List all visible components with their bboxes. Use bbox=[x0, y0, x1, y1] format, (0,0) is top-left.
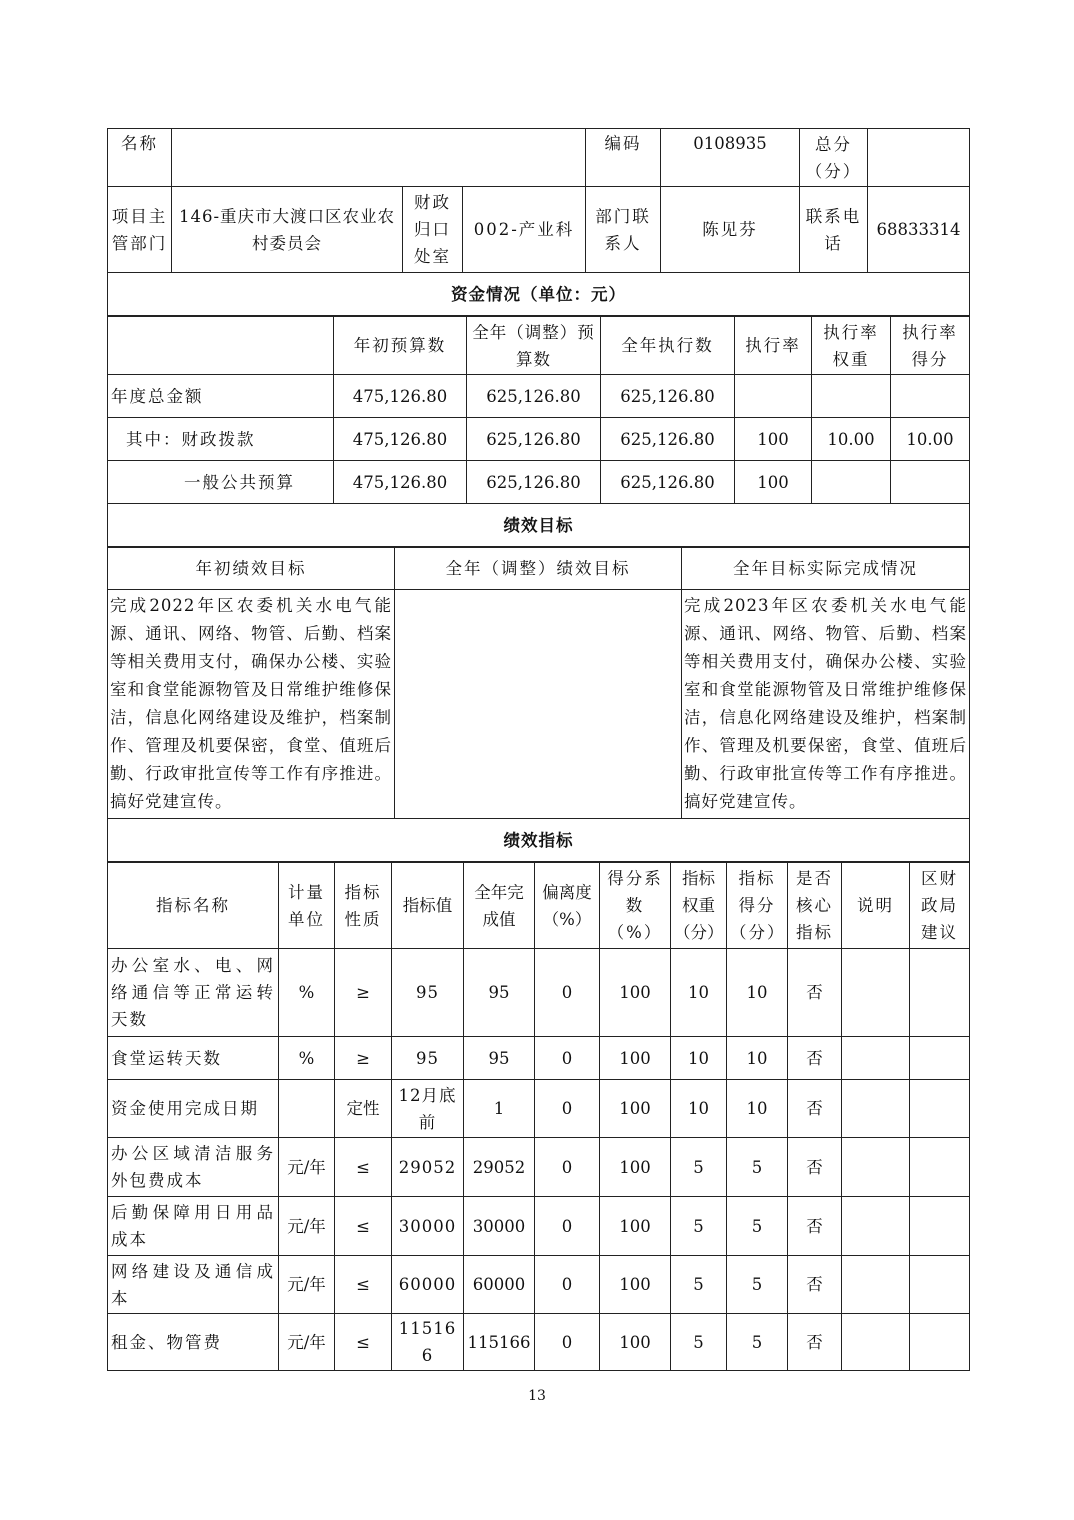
funds-col-5: 执行率权重 bbox=[812, 317, 891, 375]
funds-row-label: 年度总金额 bbox=[108, 375, 334, 418]
page-number: 13 bbox=[528, 1388, 546, 1404]
goals-actual-text: 完成2023年区农委机关水电气能源、通讯、网络、物管、后勤、档案等相关费用支付，确保办公楼、实验室和食堂能源物管及日常维护维修保洁，信息化网络建设及维护，档案制作、管理及机要保密，食堂、值班后勤、行政审批宣传等工作有序推进。搞好党建宣传。 bbox=[682, 590, 970, 819]
indicator-cell: 115166 bbox=[464, 1314, 535, 1371]
indicator-cell: 否 bbox=[788, 1080, 842, 1138]
indicator-name: 办公区域清洁服务外包费成本 bbox=[108, 1138, 279, 1197]
goals-adjusted-text bbox=[395, 590, 682, 819]
funds-row-label: 一般公共预算 bbox=[108, 461, 334, 504]
indicator-cell: 元/年 bbox=[279, 1197, 335, 1256]
indicator-cell: 95 bbox=[464, 949, 535, 1037]
indicators-section-title: 绩效指标 bbox=[108, 819, 970, 862]
funds-cell bbox=[891, 461, 970, 504]
ind-col-1: 计量单位 bbox=[279, 863, 335, 949]
funds-section-title: 资金情况（单位：元） bbox=[108, 273, 970, 316]
indicator-cell: 10 bbox=[671, 1080, 727, 1138]
indicator-cell: ≥ bbox=[335, 1037, 392, 1080]
indicator-cell: 100 bbox=[600, 1138, 671, 1197]
indicator-row bbox=[108, 1256, 970, 1314]
indicator-cell: 95 bbox=[392, 1037, 464, 1080]
indicator-row bbox=[108, 1080, 970, 1138]
goals-col-adjusted: 全年（调整）绩效目标 bbox=[395, 548, 682, 590]
indicator-row bbox=[108, 1138, 970, 1197]
ind-col-4: 全年完成值 bbox=[464, 863, 535, 949]
indicator-cell: 否 bbox=[788, 1037, 842, 1080]
total-value bbox=[868, 129, 970, 187]
indicator-cell: 0 bbox=[535, 949, 600, 1037]
funds-cell bbox=[812, 375, 891, 418]
goals-section-title: 绩效目标 bbox=[108, 504, 970, 547]
funds-cell: 625,126.80 bbox=[467, 418, 601, 461]
indicator-cell: 5 bbox=[727, 1197, 788, 1256]
funds-col-0 bbox=[108, 317, 334, 375]
indicator-cell: 12月底前 bbox=[392, 1080, 464, 1138]
indicator-cell: 元/年 bbox=[279, 1314, 335, 1371]
indicator-cell bbox=[279, 1080, 335, 1138]
indicator-cell bbox=[842, 1138, 910, 1197]
contact-label: 部门联系人 bbox=[586, 187, 661, 273]
indicator-cell: 100 bbox=[600, 1197, 671, 1256]
funds-cell: 475,126.80 bbox=[334, 461, 467, 504]
indicator-cell: 5 bbox=[727, 1256, 788, 1314]
goals-col-initial: 年初绩效目标 bbox=[108, 548, 395, 590]
indicator-cell: 10 bbox=[727, 1037, 788, 1080]
indicator-cell: 0 bbox=[535, 1314, 600, 1371]
ind-col-5: 偏离度（%） bbox=[535, 863, 600, 949]
indicator-cell bbox=[910, 1138, 970, 1197]
indicators-header-row bbox=[108, 863, 970, 949]
funds-col-4: 执行率 bbox=[735, 317, 812, 375]
ind-col-2: 指标性质 bbox=[335, 863, 392, 949]
indicator-row bbox=[108, 949, 970, 1037]
indicator-cell: 否 bbox=[788, 1197, 842, 1256]
indicator-cell: 5 bbox=[727, 1314, 788, 1371]
code-label: 编码 bbox=[586, 129, 661, 187]
funds-cell: 475,126.80 bbox=[334, 418, 467, 461]
indicator-cell: 60000 bbox=[392, 1256, 464, 1314]
phone-value: 68833314 bbox=[868, 187, 970, 273]
ind-col-3: 指标值 bbox=[392, 863, 464, 949]
indicator-row bbox=[108, 1314, 970, 1371]
indicator-cell: 100 bbox=[600, 1080, 671, 1138]
funds-row bbox=[108, 418, 970, 461]
indicator-cell: ≤ bbox=[335, 1256, 392, 1314]
funds-cell: 10.00 bbox=[812, 418, 891, 461]
funds-cell: 625,126.80 bbox=[601, 461, 735, 504]
indicator-cell: 10 bbox=[671, 949, 727, 1037]
indicator-cell: 95 bbox=[464, 1037, 535, 1080]
funds-row bbox=[108, 375, 970, 418]
indicator-cell: 5 bbox=[671, 1197, 727, 1256]
ind-col-8: 指标得分（分） bbox=[727, 863, 788, 949]
funds-cell: 625,126.80 bbox=[467, 461, 601, 504]
indicator-cell: 29052 bbox=[392, 1138, 464, 1197]
ind-col-7: 指标权重（分） bbox=[671, 863, 727, 949]
ind-col-9: 是否核心指标 bbox=[788, 863, 842, 949]
funds-cell bbox=[812, 461, 891, 504]
funds-cell bbox=[891, 375, 970, 418]
funds-col-3: 全年执行数 bbox=[601, 317, 735, 375]
indicator-name: 网络建设及通信成本 bbox=[108, 1256, 279, 1314]
total-label: 总分（分） bbox=[800, 129, 868, 187]
indicator-cell bbox=[842, 1197, 910, 1256]
indicator-cell: 100 bbox=[600, 1256, 671, 1314]
funds-col-6: 执行率得分 bbox=[891, 317, 970, 375]
contact-value: 陈见芬 bbox=[661, 187, 800, 273]
indicator-cell: 5 bbox=[671, 1256, 727, 1314]
funds-row bbox=[108, 461, 970, 504]
indicator-cell: 10 bbox=[727, 949, 788, 1037]
indicator-cell bbox=[842, 1314, 910, 1371]
indicator-cell: 0 bbox=[535, 1256, 600, 1314]
indicator-name: 租金、物管费 bbox=[108, 1314, 279, 1371]
ind-col-11: 区财政局建议 bbox=[910, 863, 970, 949]
funds-cell: 100 bbox=[735, 418, 812, 461]
funds-table bbox=[107, 316, 970, 547]
dept-value: 146-重庆市大渡口区农业农村委员会 bbox=[172, 187, 403, 273]
indicator-cell bbox=[910, 1037, 970, 1080]
indicator-cell: 30000 bbox=[392, 1197, 464, 1256]
indicator-cell bbox=[842, 1080, 910, 1138]
indicator-cell: 5 bbox=[727, 1138, 788, 1197]
name-label: 名称 bbox=[108, 129, 172, 187]
funds-row-label: 其中：财政拨款 bbox=[108, 418, 334, 461]
indicator-cell: 95 bbox=[392, 949, 464, 1037]
goals-table bbox=[107, 547, 970, 862]
funds-cell: 100 bbox=[735, 461, 812, 504]
indicator-cell: 0 bbox=[535, 1197, 600, 1256]
form-page bbox=[107, 128, 969, 1371]
indicator-cell: ≤ bbox=[335, 1314, 392, 1371]
funds-cell: 625,126.80 bbox=[601, 375, 735, 418]
indicator-cell: 5 bbox=[671, 1138, 727, 1197]
indicators-body bbox=[108, 949, 970, 1371]
finance-value: 002-产业科 bbox=[463, 187, 586, 273]
indicator-row bbox=[108, 1037, 970, 1080]
ind-col-6: 得分系数（%） bbox=[600, 863, 671, 949]
indicator-cell bbox=[910, 1197, 970, 1256]
indicator-cell: 元/年 bbox=[279, 1256, 335, 1314]
indicator-cell: 10 bbox=[671, 1037, 727, 1080]
indicator-name: 办公室水、电、网络通信等正常运转天数 bbox=[108, 949, 279, 1037]
indicator-cell bbox=[842, 949, 910, 1037]
indicator-cell: 0 bbox=[535, 1037, 600, 1080]
indicator-cell: 5 bbox=[671, 1314, 727, 1371]
indicator-cell: 0 bbox=[535, 1138, 600, 1197]
funds-cell: 625,126.80 bbox=[601, 418, 735, 461]
indicator-row bbox=[108, 1197, 970, 1256]
funds-cell: 10.00 bbox=[891, 418, 970, 461]
ind-col-10: 说明 bbox=[842, 863, 910, 949]
funds-cell: 475,126.80 bbox=[334, 375, 467, 418]
indicator-cell bbox=[910, 949, 970, 1037]
goals-col-actual: 全年目标实际完成情况 bbox=[682, 548, 970, 590]
goals-initial-text: 完成2022年区农委机关水电气能源、通讯、网络、物管、后勤、档案等相关费用支付，确保办公楼、实验室和食堂能源物管及日常维护维修保洁，信息化网络建设及维护，档案制作、管理及机要保密，食堂、值班后勤、行政审批宣传等工作有序推进。搞好党建宣传。 bbox=[108, 590, 395, 819]
name-value bbox=[172, 129, 586, 187]
indicator-cell: 100 bbox=[600, 1037, 671, 1080]
funds-cell bbox=[735, 375, 812, 418]
code-value: 0108935 bbox=[661, 129, 800, 187]
indicator-cell: 否 bbox=[788, 949, 842, 1037]
funds-cell: 625,126.80 bbox=[467, 375, 601, 418]
ind-col-0: 指标名称 bbox=[108, 863, 279, 949]
finance-label: 财政归口处室 bbox=[403, 187, 463, 273]
indicator-cell: 29052 bbox=[464, 1138, 535, 1197]
indicator-cell: 100 bbox=[600, 949, 671, 1037]
indicator-cell: 否 bbox=[788, 1314, 842, 1371]
indicator-cell bbox=[910, 1314, 970, 1371]
indicator-cell: 否 bbox=[788, 1138, 842, 1197]
indicator-cell: 1 bbox=[464, 1080, 535, 1138]
indicator-cell: 60000 bbox=[464, 1256, 535, 1314]
indicator-cell: 115166 bbox=[392, 1314, 464, 1371]
phone-label: 联系电话 bbox=[800, 187, 868, 273]
indicator-cell: 定性 bbox=[335, 1080, 392, 1138]
indicator-cell: 元/年 bbox=[279, 1138, 335, 1197]
indicator-cell: 30000 bbox=[464, 1197, 535, 1256]
indicator-cell: % bbox=[279, 1037, 335, 1080]
indicator-cell bbox=[842, 1256, 910, 1314]
indicator-cell: 否 bbox=[788, 1256, 842, 1314]
indicator-cell: ≤ bbox=[335, 1138, 392, 1197]
indicator-cell: % bbox=[279, 949, 335, 1037]
funds-col-2: 全年（调整）预算数 bbox=[467, 317, 601, 375]
dept-label: 项目主管部门 bbox=[108, 187, 172, 273]
indicator-cell: 0 bbox=[535, 1080, 600, 1138]
indicator-name: 资金使用完成日期 bbox=[108, 1080, 279, 1138]
indicator-cell bbox=[842, 1037, 910, 1080]
indicator-cell: ≥ bbox=[335, 949, 392, 1037]
header-table bbox=[107, 128, 970, 316]
indicator-cell bbox=[910, 1080, 970, 1138]
indicator-cell: 100 bbox=[600, 1314, 671, 1371]
indicator-cell: ≤ bbox=[335, 1197, 392, 1256]
indicator-cell bbox=[910, 1256, 970, 1314]
indicator-name: 食堂运转天数 bbox=[108, 1037, 279, 1080]
indicator-cell: 10 bbox=[727, 1080, 788, 1138]
indicators-table bbox=[107, 862, 970, 1371]
funds-col-1: 年初预算数 bbox=[334, 317, 467, 375]
indicator-name: 后勤保障用日用品成本 bbox=[108, 1197, 279, 1256]
